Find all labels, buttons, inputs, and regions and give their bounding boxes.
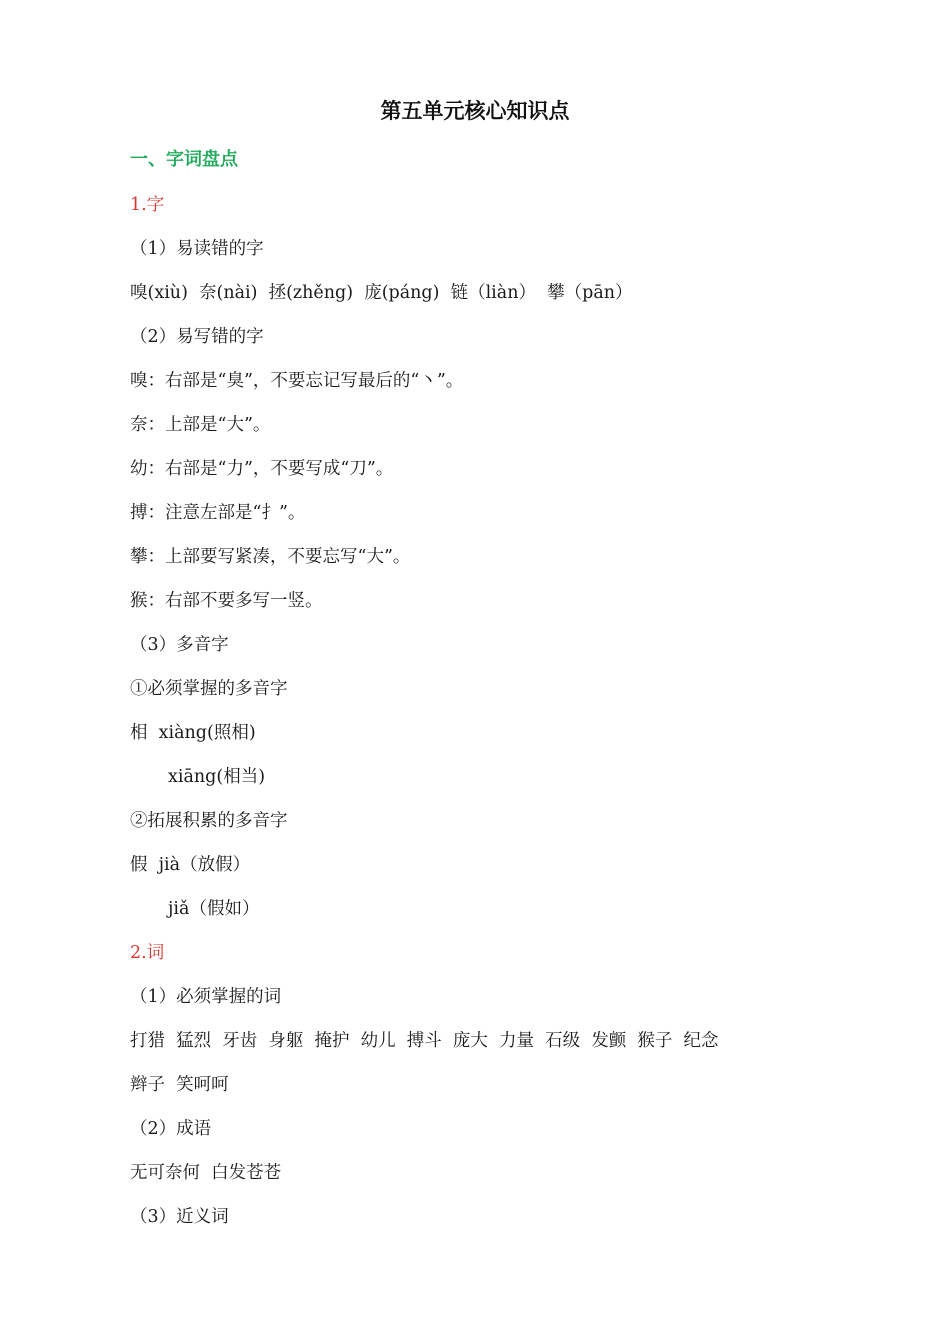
extend-polyphone-line: 假 jià（放假） — [130, 855, 251, 875]
subsection-heading-characters: 1.字 — [130, 195, 165, 215]
polyphone-heading: （3）多音字 — [130, 635, 229, 655]
extend-polyphone-heading: ②拓展积累的多音字 — [130, 811, 288, 831]
easy-read-line: 嗅(xiù) 奈(nài) 拯(zhěng) 庞(páng) 链（liàn） 攀（pān） — [130, 283, 633, 303]
easy-write-heading: （2）易写错的字 — [130, 327, 264, 347]
easy-write-item: 攀：上部要写紧凑，不要忘写“大”。 — [130, 547, 411, 567]
must-words-line: 打猎 猛烈 牙齿 身躯 掩护 幼儿 搏斗 庞大 力量 石级 发颤 猴子 纪念 — [130, 1031, 719, 1051]
easy-write-item: 猴：右部不要多写一竖。 — [130, 591, 323, 611]
must-words-line: 辫子 笑呵呵 — [130, 1075, 229, 1095]
synonym-heading: （3）近义词 — [130, 1207, 229, 1227]
section-heading-words: 一、字词盘点 — [130, 149, 238, 170]
must-words-heading: （1）必须掌握的词 — [130, 987, 282, 1007]
must-polyphone-heading: ①必须掌握的多音字 — [130, 679, 288, 699]
idiom-heading: （2）成语 — [130, 1119, 212, 1139]
easy-write-item: 搏：注意左部是“扌”。 — [130, 503, 306, 523]
must-polyphone-line: 相 xiàng(照相) — [130, 723, 256, 743]
easy-write-item: 幼：右部是“力”，不要写成“刀”。 — [130, 459, 394, 479]
idiom-line: 无可奈何 白发苍苍 — [130, 1163, 282, 1183]
extend-polyphone-line: jiǎ（假如） — [168, 899, 260, 919]
page-title: 第五单元核心知识点 — [380, 99, 570, 123]
easy-read-heading: （1）易读错的字 — [130, 239, 264, 259]
easy-write-item: 嗅：右部是“臭”，不要忘记写最后的“丶”。 — [130, 371, 464, 391]
must-polyphone-line: xiāng(相当) — [168, 767, 266, 787]
easy-write-item: 奈：上部是“大”。 — [130, 415, 271, 435]
subsection-heading-words: 2.词 — [130, 943, 165, 963]
